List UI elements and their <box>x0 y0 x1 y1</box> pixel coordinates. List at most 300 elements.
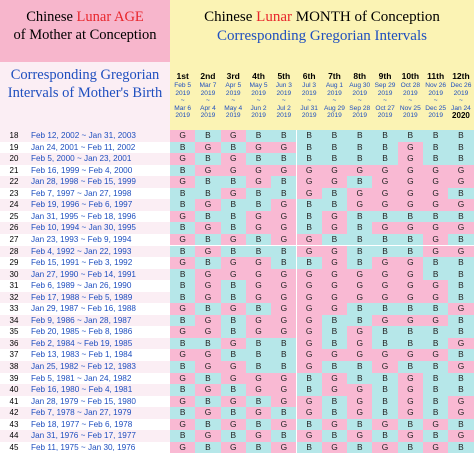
birth-interval-cell: Jan 31, 1976 ~ Feb 17, 1977 <box>28 430 170 442</box>
gender-cell: B <box>372 246 397 258</box>
gender-cell: B <box>246 153 271 165</box>
gender-cell: B <box>322 338 347 350</box>
gender-cell: B <box>221 176 246 188</box>
birth-interval-cell: Feb 13, 1983 ~ Feb 1, 1984 <box>28 349 170 361</box>
gender-cell: G <box>195 361 220 373</box>
gender-cell: G <box>347 280 372 292</box>
gender-cell: B <box>347 222 372 234</box>
month-range-separator: ~ <box>459 97 463 105</box>
month-range-separator: ~ <box>281 97 286 105</box>
month-start-year: 2019 <box>225 89 241 97</box>
gender-cell: B <box>271 338 296 350</box>
table-row <box>0 176 474 188</box>
month-number: 9th <box>378 71 392 81</box>
gender-cell: B <box>246 361 271 373</box>
month-start-year: 2019 <box>301 89 317 97</box>
gender-cell: G <box>297 349 322 361</box>
month-column-header <box>423 62 448 130</box>
gender-cell: G <box>246 292 271 304</box>
mother-age-cell: 39 <box>0 373 28 385</box>
gender-cell: B <box>195 130 220 142</box>
month-start-date: Mar 7 <box>199 82 217 89</box>
month-range-separator: ~ <box>231 97 236 105</box>
gender-cell: G <box>372 442 397 454</box>
month-number: 8th <box>353 71 367 81</box>
mother-age-cell: 33 <box>0 303 28 315</box>
birth-interval-cell: Feb 6, 1989 ~ Jan 26, 1990 <box>28 280 170 292</box>
gender-cell: B <box>195 419 220 431</box>
gender-cell: G <box>398 199 423 211</box>
birth-interval-cell: Feb 16, 1999 ~ Feb 4, 2000 <box>28 165 170 177</box>
table-row <box>0 361 474 373</box>
gender-cell: G <box>271 419 296 431</box>
gender-cell: B <box>372 396 397 408</box>
gender-cell: B <box>170 142 195 154</box>
gender-cell: B <box>372 153 397 165</box>
gender-cell: B <box>398 442 423 454</box>
gender-cell: B <box>246 349 271 361</box>
mother-age-cell: 25 <box>0 211 28 223</box>
month-end-year: 2019 <box>428 112 443 120</box>
mother-age-header <box>0 0 170 62</box>
gender-cell: G <box>195 315 220 327</box>
gender-cell: G <box>398 315 423 327</box>
gender-cell: B <box>423 211 448 223</box>
gender-cell: B <box>423 384 448 396</box>
gender-cell: G <box>347 326 372 338</box>
gender-cell: B <box>398 130 423 142</box>
gender-cell: B <box>322 153 347 165</box>
gender-cell: G <box>372 349 397 361</box>
gender-cell: G <box>372 176 397 188</box>
gender-cell: G <box>170 396 195 408</box>
month-range-separator: ~ <box>180 97 185 105</box>
gender-cell: G <box>170 373 195 385</box>
gender-cell: G <box>322 246 347 258</box>
gender-cell: G <box>170 349 195 361</box>
gender-cell: G <box>372 419 397 431</box>
gender-cell: G <box>372 361 397 373</box>
gender-cell: G <box>347 349 372 361</box>
birth-interval-cell: Feb 2, 1984 ~ Feb 19, 1985 <box>28 338 170 350</box>
gender-cell: B <box>221 292 246 304</box>
gender-cell: G <box>271 396 296 408</box>
gender-cell: B <box>297 130 322 142</box>
gender-cell: B <box>297 211 322 223</box>
gender-cell: G <box>170 211 195 223</box>
gender-cell: G <box>221 153 246 165</box>
month-column-header <box>322 62 347 130</box>
gender-cell: B <box>322 234 347 246</box>
month-start-date: Oct 28 <box>400 82 421 89</box>
gender-cell: G <box>246 315 271 327</box>
gender-cell: G <box>195 280 220 292</box>
birth-interval-cell: Feb 7, 1978 ~ Jan 27, 1979 <box>28 407 170 419</box>
gender-cell: G <box>271 373 296 385</box>
gender-cell: B <box>347 315 372 327</box>
month-start-year: 2019 <box>352 89 368 97</box>
gender-cell: G <box>423 165 448 177</box>
gender-cell: G <box>221 442 246 454</box>
gender-cell: G <box>398 269 423 281</box>
gender-cell: G <box>246 407 271 419</box>
gender-cell: B <box>246 188 271 200</box>
table-row <box>0 142 474 154</box>
gender-cell: B <box>448 269 473 281</box>
left-title-suffix: of Mother at Conception <box>13 27 157 43</box>
gender-cell: G <box>347 396 372 408</box>
gender-cell: B <box>448 257 473 269</box>
table-row <box>0 153 474 165</box>
gender-cell: B <box>347 442 372 454</box>
gender-cell: G <box>195 292 220 304</box>
gender-cell: B <box>372 373 397 385</box>
gender-cell: B <box>170 269 195 281</box>
gender-cell: B <box>221 315 246 327</box>
gender-cell: G <box>271 165 296 177</box>
gender-cell: B <box>398 246 423 258</box>
mother-age-cell: 40 <box>0 384 28 396</box>
gender-cell: B <box>448 211 473 223</box>
gender-cell: G <box>246 326 271 338</box>
gender-cell: G <box>221 165 246 177</box>
gender-cell: G <box>297 176 322 188</box>
gender-cell: B <box>423 269 448 281</box>
gender-cell: B <box>322 326 347 338</box>
birth-interval-cell: Feb 16, 1980 ~ Feb 4, 1981 <box>28 384 170 396</box>
birth-interval-cell: Jan 27, 1990 ~ Feb 14, 1991 <box>28 269 170 281</box>
gender-cell: G <box>246 176 271 188</box>
gender-cell: B <box>271 153 296 165</box>
gender-cell: G <box>347 407 372 419</box>
gender-cell: B <box>322 130 347 142</box>
mother-age-cell: 37 <box>0 349 28 361</box>
gender-cell: B <box>170 361 195 373</box>
gender-cell: B <box>221 430 246 442</box>
gender-cell: B <box>297 373 322 385</box>
gender-cell: G <box>297 165 322 177</box>
mother-age-cell: 23 <box>0 188 28 200</box>
mother-age-cell: 29 <box>0 257 28 269</box>
gender-cell: G <box>322 373 347 385</box>
table-row <box>0 303 474 315</box>
gender-cell: G <box>423 280 448 292</box>
gender-cell: B <box>170 292 195 304</box>
gender-cell: B <box>221 222 246 234</box>
gender-cell: G <box>297 246 322 258</box>
table-row <box>0 188 474 200</box>
gender-cell: B <box>221 211 246 223</box>
gender-cell: B <box>398 303 423 315</box>
month-number: 6th <box>302 71 316 81</box>
conception-month-header <box>170 0 474 62</box>
gender-cell: B <box>423 303 448 315</box>
birth-interval-cell: Feb 11, 1975 ~ Jan 30, 1976 <box>28 442 170 454</box>
mother-age-cell: 35 <box>0 326 28 338</box>
gender-cell: B <box>195 442 220 454</box>
gender-cell: G <box>398 153 423 165</box>
mother-age-cell: 44 <box>0 430 28 442</box>
gender-cell: B <box>195 373 220 385</box>
table-row <box>0 384 474 396</box>
gender-cell: B <box>246 199 271 211</box>
birth-intervals-header <box>0 62 170 130</box>
gender-cell: G <box>271 384 296 396</box>
gender-cell: G <box>322 303 347 315</box>
gender-cell: B <box>448 234 473 246</box>
month-end-date: Apr 4 <box>200 104 216 112</box>
gender-cell: B <box>221 280 246 292</box>
gender-cell: G <box>322 165 347 177</box>
month-start-year: 2019 <box>276 89 292 97</box>
gender-cell: G <box>170 326 195 338</box>
gender-cell: G <box>448 176 473 188</box>
gender-cell: G <box>170 303 195 315</box>
gender-cell: G <box>372 315 397 327</box>
gender-cell: B <box>448 349 473 361</box>
gender-cell: G <box>398 384 423 396</box>
gender-cell: G <box>322 384 347 396</box>
gender-cell: B <box>448 442 473 454</box>
gender-cell: G <box>170 419 195 431</box>
gender-cell: B <box>372 384 397 396</box>
gender-cell: B <box>271 407 296 419</box>
mother-age-cell: 26 <box>0 222 28 234</box>
mother-age-cell: 19 <box>0 142 28 154</box>
gender-cell: G <box>322 280 347 292</box>
gender-cell: G <box>398 176 423 188</box>
gender-cell: G <box>423 188 448 200</box>
gender-cell: B <box>170 338 195 350</box>
birth-interval-cell: Jan 24, 2001 ~ Feb 11, 2002 <box>28 142 170 154</box>
gender-cell: B <box>423 142 448 154</box>
month-start-date: Apr 5 <box>225 82 242 89</box>
table-row <box>0 280 474 292</box>
gender-cell: B <box>170 315 195 327</box>
gender-cell: B <box>322 188 347 200</box>
gender-cell: G <box>347 430 372 442</box>
birth-interval-cell: Feb 17, 1988 ~ Feb 5, 1989 <box>28 292 170 304</box>
gender-cell: G <box>246 430 271 442</box>
month-start-year: 2019 <box>453 89 469 97</box>
gender-cell: B <box>448 384 473 396</box>
gender-cell: B <box>448 142 473 154</box>
gender-cell: G <box>448 396 473 408</box>
gender-cell: G <box>271 326 296 338</box>
right-title-prefix: Chinese <box>204 9 257 25</box>
gender-cell: G <box>297 396 322 408</box>
birth-interval-cell: Feb 5, 1981 ~ Jan 24, 1982 <box>28 373 170 385</box>
gender-cell: B <box>372 211 397 223</box>
table-row <box>0 442 474 454</box>
gender-cell: G <box>372 280 397 292</box>
month-range-separator: ~ <box>307 97 312 105</box>
gender-cell: G <box>221 130 246 142</box>
gender-cell: G <box>398 349 423 361</box>
gender-cell: G <box>448 407 473 419</box>
gender-cell: G <box>271 199 296 211</box>
gender-cell: B <box>372 303 397 315</box>
mother-age-cell: 20 <box>0 153 28 165</box>
gender-cell: B <box>221 326 246 338</box>
month-column-header <box>372 62 397 130</box>
gender-cell: B <box>448 373 473 385</box>
gender-cell: B <box>423 361 448 373</box>
table-row <box>0 315 474 327</box>
gender-cell: G <box>271 442 296 454</box>
month-end-date: Mar 6 <box>174 104 192 112</box>
birth-interval-cell: Feb 19, 1996 ~ Feb 6, 1997 <box>28 199 170 211</box>
table-row <box>0 257 474 269</box>
month-start-date: Dec 26 <box>450 82 472 89</box>
gender-cell: B <box>221 349 246 361</box>
gender-cell: G <box>221 419 246 431</box>
month-number: 7th <box>328 71 341 81</box>
table-row <box>0 130 474 142</box>
gender-cell: B <box>271 188 296 200</box>
month-end-year: 2019 <box>276 112 292 120</box>
gender-cell: G <box>246 142 271 154</box>
gender-cell: B <box>423 257 448 269</box>
gender-cell: B <box>398 419 423 431</box>
gender-cell: B <box>297 199 322 211</box>
month-start-year: 2019 <box>403 89 418 97</box>
gender-cell: G <box>448 338 473 350</box>
gender-cell: B <box>297 153 322 165</box>
gender-cell: G <box>297 269 322 281</box>
gender-cell: G <box>195 222 220 234</box>
gender-cell: B <box>347 142 372 154</box>
gender-cell: G <box>195 165 220 177</box>
gender-cell: B <box>170 430 195 442</box>
month-start-date: Jun 3 <box>275 82 292 89</box>
gender-cell: G <box>423 234 448 246</box>
gender-cell: G <box>398 257 423 269</box>
gender-cell: B <box>322 430 347 442</box>
month-start-year: 2019 <box>377 89 393 97</box>
gender-cell: B <box>246 234 271 246</box>
gender-cell: B <box>297 257 322 269</box>
gender-cell: B <box>246 442 271 454</box>
gender-cell: B <box>246 246 271 258</box>
gender-cell: B <box>271 246 296 258</box>
gender-cell: B <box>271 361 296 373</box>
month-end-date: Aug 29 <box>323 104 345 112</box>
gender-cell: G <box>271 222 296 234</box>
gender-cell: B <box>195 176 220 188</box>
gender-cell: G <box>423 442 448 454</box>
gender-cell: B <box>297 142 322 154</box>
gender-cell: B <box>347 211 372 223</box>
birth-interval-cell: Feb 7, 1997 ~ Jan 27, 1998 <box>28 188 170 200</box>
mother-age-cell: 24 <box>0 199 28 211</box>
gender-cell: G <box>221 257 246 269</box>
gender-cell: B <box>170 165 195 177</box>
table-row <box>0 326 474 338</box>
table-row <box>0 338 474 350</box>
month-end-date: Jul 31 <box>300 104 318 112</box>
gender-cell: B <box>423 130 448 142</box>
month-end-year: 2020 <box>452 111 470 121</box>
gender-cell: G <box>322 222 347 234</box>
table-row <box>0 165 474 177</box>
mother-age-cell: 43 <box>0 419 28 431</box>
gender-cell: G <box>322 419 347 431</box>
gender-cell: G <box>170 153 195 165</box>
gender-cell: G <box>246 280 271 292</box>
gender-cell: G <box>271 303 296 315</box>
gender-cell: B <box>347 373 372 385</box>
month-end-date: May 4 <box>224 104 243 112</box>
gender-cell: G <box>195 142 220 154</box>
gender-cell: G <box>271 142 296 154</box>
month-end-year: 2019 <box>352 112 368 120</box>
gender-cell: G <box>347 338 372 350</box>
gender-cell: B <box>195 257 220 269</box>
gender-cell: G <box>448 361 473 373</box>
gender-cell: G <box>372 257 397 269</box>
month-start-year: 2019 <box>327 89 342 97</box>
gender-cell: B <box>423 338 448 350</box>
gender-cell: G <box>448 303 473 315</box>
gender-cell: G <box>398 280 423 292</box>
month-number: 5th <box>277 71 291 81</box>
gender-cell: G <box>297 280 322 292</box>
mother-age-cell: 36 <box>0 338 28 350</box>
gender-cell: B <box>195 188 220 200</box>
month-start-date: Sep 29 <box>374 82 396 89</box>
table-row <box>0 222 474 234</box>
gender-cell: B <box>423 430 448 442</box>
table-row <box>0 292 474 304</box>
table-row <box>0 419 474 431</box>
birth-interval-cell: Jan 28, 1998 ~ Feb 15, 1999 <box>28 176 170 188</box>
month-end-year: 2019 <box>225 112 241 120</box>
gender-cell: G <box>423 246 448 258</box>
gender-cell: G <box>423 315 448 327</box>
month-start-date: Nov 26 <box>425 82 447 89</box>
month-start-date: Jul 3 <box>302 82 317 89</box>
gender-cell: B <box>322 361 347 373</box>
month-number: 11th <box>427 71 445 81</box>
gender-cell: B <box>398 211 423 223</box>
gender-cell: G <box>170 176 195 188</box>
gender-cell: B <box>448 130 473 142</box>
month-end-year: 2019 <box>403 112 418 120</box>
gender-cell: B <box>322 142 347 154</box>
gender-cell: G <box>448 222 473 234</box>
table-row <box>0 199 474 211</box>
table-row <box>0 246 474 258</box>
gender-cell: B <box>246 419 271 431</box>
mother-age-cell: 30 <box>0 269 28 281</box>
month-column-header <box>195 62 220 130</box>
gender-cell: B <box>221 142 246 154</box>
gender-cell: G <box>271 269 296 281</box>
gender-cell: B <box>221 246 246 258</box>
gender-cell: G <box>170 234 195 246</box>
left-title-highlight: Lunar AGE <box>76 9 144 25</box>
mother-age-cell: 42 <box>0 407 28 419</box>
gender-cell: G <box>448 165 473 177</box>
gender-cell: G <box>423 419 448 431</box>
gender-cell: B <box>372 130 397 142</box>
month-end-year: 2019 <box>251 112 266 120</box>
gender-cell: B <box>195 234 220 246</box>
gender-cell: G <box>398 373 423 385</box>
right-title-highlight: Lunar <box>256 9 292 25</box>
gender-cell: G <box>398 222 423 234</box>
